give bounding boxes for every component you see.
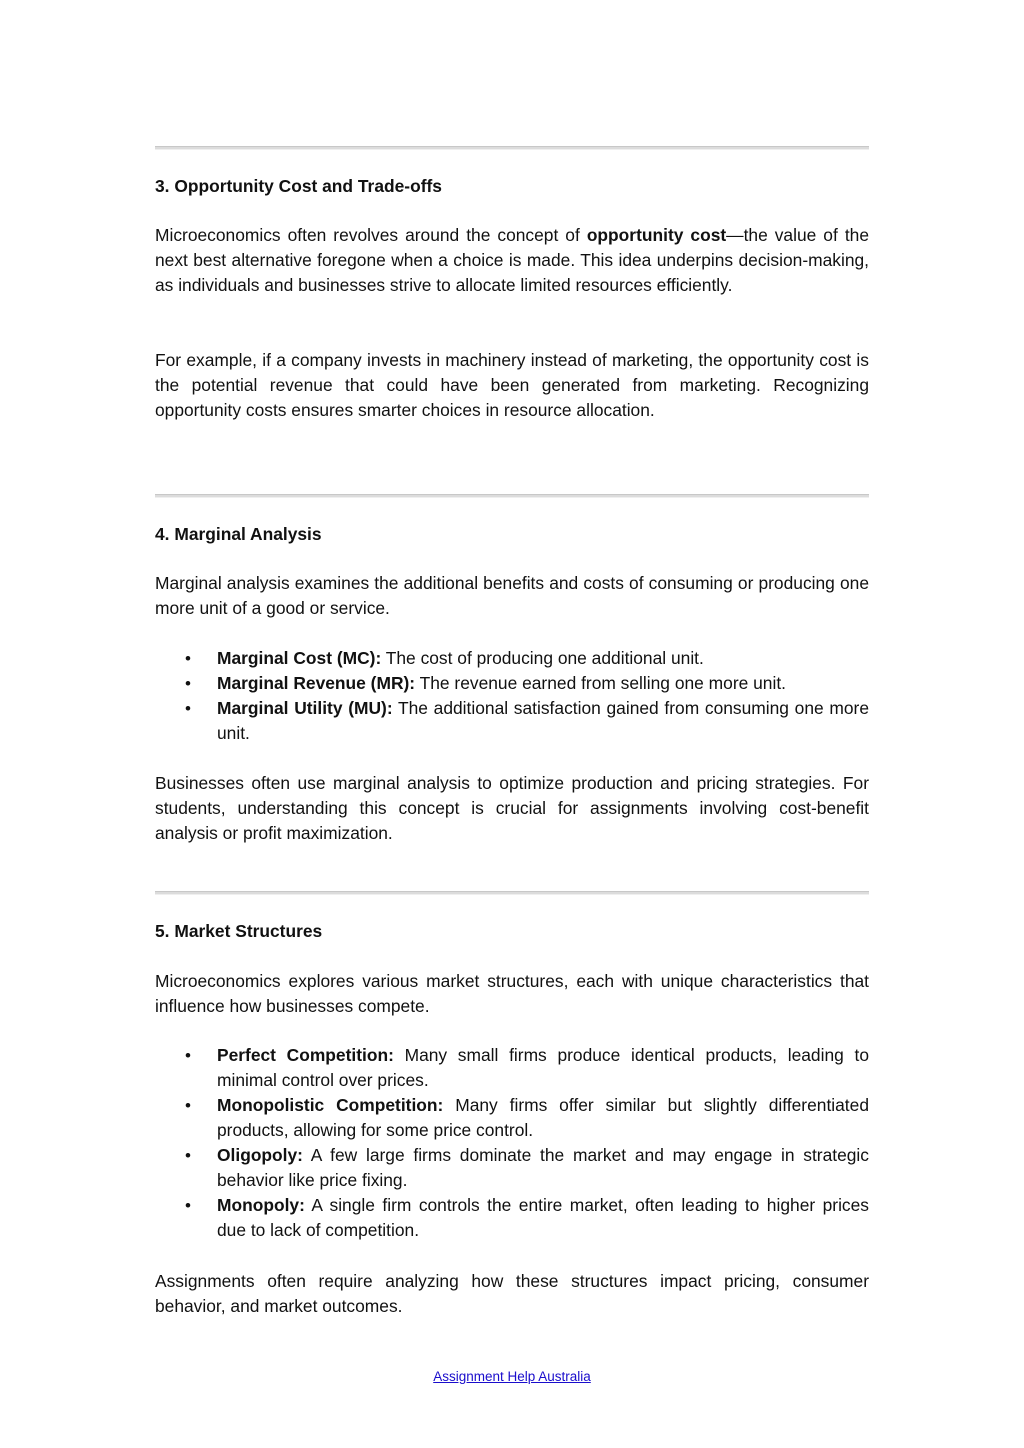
list-item-term: Perfect Competition: [217,1045,394,1065]
market-structures-list [155,1043,869,1243]
opportunity-cost-paragraph [155,223,869,298]
list-item [155,1193,869,1243]
list-item-text: The additional satisfaction gained from consuming one more unit. [217,698,869,743]
list-item-term: Marginal Utility (MU): [217,698,393,718]
list-item-text: A few large firms dominate the market and may engage in strategic behavior like price fixing. [217,1145,869,1190]
list-item-term: Oligopoly: [217,1145,303,1165]
list-item-text: Many small firms produce identical products, leading to minimal control over prices. [217,1045,869,1090]
marginal-analysis-list [155,646,869,746]
section-heading-market-structures: 5. Market Structures [155,921,323,941]
list-item [155,1093,869,1143]
footer [0,1368,1024,1386]
paragraph-text: —the value of the next best alternative foregone when a choice is made. This idea underpins decision-making, as individuals and businesses strive to allocate limited resources efficiently. [155,225,869,295]
list-item [155,1143,869,1193]
list-item [155,646,869,671]
list-item-term: Marginal Revenue (MR): [217,673,416,693]
list-item [155,671,869,696]
section-divider [155,146,869,150]
list-item [155,696,869,746]
marginal-analysis-intro: Marginal analysis examines the additional benefits and costs of consuming or producing one more unit of a good or service. [155,573,869,618]
section-divider [155,494,869,498]
paragraph-text: Microeconomics often revolves around the concept of [155,225,587,245]
list-item-term: Monopoly: [217,1195,305,1215]
marginal-analysis-closing: Businesses often use marginal analysis to optimize production and pricing strategies. For students, understanding this concept is crucial for assignments involving cost-benefit analysis or profit maximization. [155,773,869,843]
list-item-text: The cost of producing one additional unit. [381,648,704,668]
list-item-text: The revenue earned from selling one more unit. [415,673,786,693]
list-item-text: A single firm controls the entire market, often leading to higher prices due to lack of competition. [217,1195,869,1240]
market-structures-intro: Microeconomics explores various market structures, each with unique characteristics that influence how businesses compete. [155,971,869,1016]
section-heading-marginal-analysis: 4. Marginal Analysis [155,524,322,544]
footer-link-assignment-help[interactable]: Assignment Help Australia [433,1369,591,1384]
section-heading-opportunity-cost: 3. Opportunity Cost and Trade-offs [155,176,442,196]
market-structures-closing: Assignments often require analyzing how these structures impact pricing, consumer behavior, and market outcomes. [155,1271,869,1316]
section-divider [155,891,869,895]
bold-term-opportunity-cost: opportunity cost [586,225,727,245]
list-item-term: Marginal Cost (MC): [217,648,382,668]
opportunity-cost-example-paragraph: For example, if a company invests in machinery instead of marketing, the opportunity cost is the potential revenue that could have been generated from marketing. Recognizing opportunity costs ensures smarter choices in resource allocation. [155,350,869,420]
list-item-text: Many firms offer similar but slightly differentiated products, allowing for some price control. [217,1095,869,1140]
list-item [155,1043,869,1093]
list-item-term: Monopolistic Competition: [217,1095,444,1115]
